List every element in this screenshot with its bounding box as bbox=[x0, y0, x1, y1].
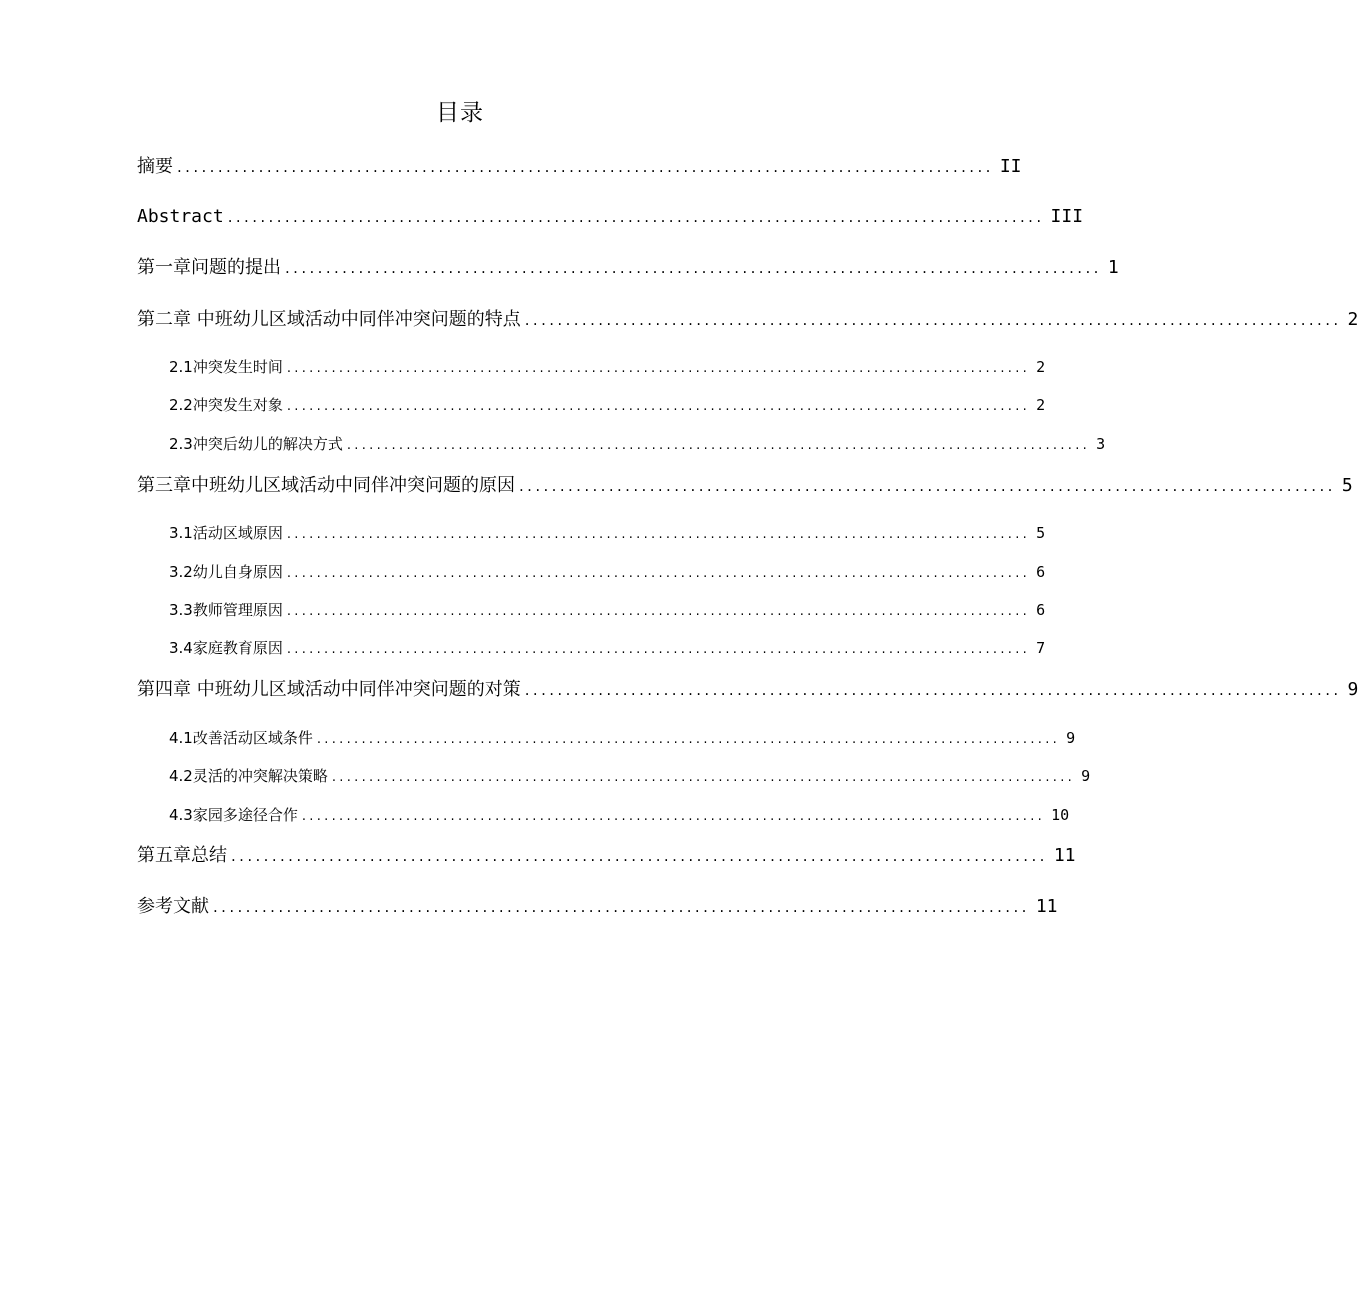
dot-leader: .................................................................................................... bbox=[286, 361, 1031, 376]
dot-leader: .................................................................................................... bbox=[286, 566, 1031, 581]
toc-page-number: 2 bbox=[1036, 396, 1046, 414]
dot-leader: .................................................................................................... bbox=[524, 311, 1342, 329]
toc-page-number: 11 bbox=[1053, 845, 1076, 866]
toc-entry-title: 3.3教师管理原因 bbox=[169, 601, 283, 619]
toc-entry-title: 3.2幼儿自身原因 bbox=[169, 563, 283, 581]
toc-entry-title: 参考文献 bbox=[137, 896, 209, 917]
toc-entry-abstract-cn[interactable] bbox=[137, 154, 1022, 180]
toc-page-number: 6 bbox=[1036, 563, 1046, 581]
toc-page-number: 9 bbox=[1081, 767, 1091, 785]
toc-entry-chapter-5[interactable] bbox=[137, 843, 1076, 869]
toc-entry-title: 4.3家园多途径合作 bbox=[169, 806, 298, 824]
toc-entry-section-4-2[interactable] bbox=[169, 765, 1091, 789]
toc-page-number: 5 bbox=[1341, 475, 1353, 496]
toc-entry-chapter-3[interactable] bbox=[137, 473, 1353, 499]
toc-entry-section-4-1[interactable] bbox=[169, 727, 1076, 751]
toc-entry-title: 第四章 中班幼儿区域活动中同伴冲突问题的对策 bbox=[137, 679, 521, 700]
toc-page-number: 11 bbox=[1035, 896, 1058, 917]
dot-leader: .................................................................................................... bbox=[177, 158, 994, 176]
toc-entry-title: Abstract bbox=[137, 206, 224, 227]
toc-page-number: 2 bbox=[1036, 358, 1046, 376]
toc-entry-chapter-2[interactable] bbox=[137, 307, 1358, 333]
toc-entry-title: 3.4家庭教育原因 bbox=[169, 639, 283, 657]
toc-entry-references[interactable] bbox=[137, 894, 1058, 920]
toc-entry-section-3-3[interactable] bbox=[169, 599, 1046, 623]
dot-leader: .................................................................................................... bbox=[286, 399, 1031, 414]
toc-entry-chapter-4[interactable] bbox=[137, 677, 1358, 703]
toc-page-number: III bbox=[1050, 206, 1084, 227]
toc-entry-title: 2.2冲突发生对象 bbox=[169, 396, 283, 414]
toc-entry-title: 第一章问题的提出 bbox=[137, 257, 281, 278]
toc-page-number: 7 bbox=[1036, 639, 1046, 657]
toc-entry-title: 第五章总结 bbox=[137, 845, 227, 866]
toc-entry-section-3-1[interactable] bbox=[169, 522, 1046, 546]
page-title: 目录 bbox=[436, 100, 484, 126]
toc-entry-section-2-2[interactable] bbox=[169, 394, 1046, 418]
toc-entry-title: 2.1冲突发生时间 bbox=[169, 358, 283, 376]
toc-entry-title: 第三章中班幼儿区域活动中同伴冲突问题的原因 bbox=[137, 475, 515, 496]
dot-leader: .................................................................................................... bbox=[286, 527, 1031, 542]
toc-entry-section-3-2[interactable] bbox=[169, 561, 1046, 585]
toc-page-number: 2 bbox=[1347, 309, 1358, 330]
dot-leader: .................................................................................................... bbox=[286, 642, 1031, 657]
dot-leader: .................................................................................................... bbox=[285, 259, 1102, 277]
toc-entry-section-3-4[interactable] bbox=[169, 637, 1046, 661]
toc-page-number: 1 bbox=[1107, 257, 1119, 278]
toc-entry-title: 第二章 中班幼儿区域活动中同伴冲突问题的特点 bbox=[137, 309, 521, 330]
dot-leader: .................................................................................................... bbox=[331, 770, 1076, 785]
toc-entry-title: 摘要 bbox=[137, 156, 173, 177]
dot-leader: .................................................................................................... bbox=[213, 898, 1030, 916]
toc-page-number: 10 bbox=[1051, 806, 1070, 824]
dot-leader: .................................................................................................... bbox=[346, 438, 1091, 453]
toc-entry-title: 2.3冲突后幼儿的解决方式 bbox=[169, 435, 343, 453]
toc-page-number: 9 bbox=[1066, 729, 1076, 747]
toc-page-number: 3 bbox=[1096, 435, 1106, 453]
toc-page-number: 9 bbox=[1347, 679, 1358, 700]
toc-entry-section-2-3[interactable] bbox=[169, 433, 1106, 457]
dot-leader: .................................................................................................... bbox=[519, 477, 1336, 495]
toc-entry-title: 3.1活动区域原因 bbox=[169, 524, 283, 542]
dot-leader: .................................................................................................... bbox=[316, 732, 1061, 747]
dot-leader: .................................................................................................... bbox=[301, 809, 1046, 824]
dot-leader: .................................................................................................... bbox=[227, 208, 1045, 226]
toc-entry-section-4-3[interactable] bbox=[169, 804, 1070, 828]
toc-page-number: 5 bbox=[1036, 524, 1046, 542]
toc-entry-title: 4.1改善活动区域条件 bbox=[169, 729, 313, 747]
toc-entry-abstract-en[interactable] bbox=[137, 204, 1084, 230]
toc-entry-title: 4.2灵活的冲突解决策略 bbox=[169, 767, 328, 785]
toc-page-number: 6 bbox=[1036, 601, 1046, 619]
toc-page-number: II bbox=[999, 156, 1022, 177]
dot-leader: .................................................................................................... bbox=[524, 681, 1342, 699]
dot-leader: .................................................................................................... bbox=[231, 847, 1048, 865]
toc-entry-section-2-1[interactable] bbox=[169, 356, 1046, 380]
dot-leader: .................................................................................................... bbox=[286, 604, 1031, 619]
toc-entry-chapter-1[interactable] bbox=[137, 255, 1119, 281]
